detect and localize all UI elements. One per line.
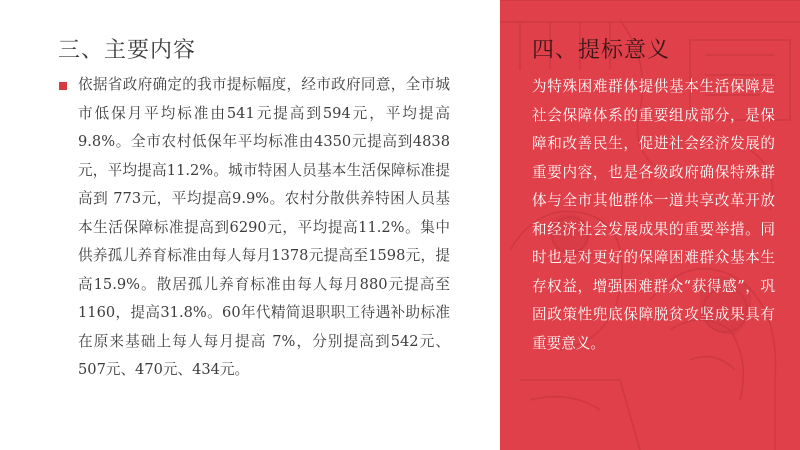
bullet-square-icon <box>59 82 67 90</box>
main-content-paragraph: 依据省政府确定的我市提标幅度，经市政府同意，全市城市低保月平均标准由541元提高到594元，平均提高9.8%。全市农村低保年平均标准由4350元提高到4838元，平均提高11.2%。城市特困人员基本生活保障标准提高到 773元，平均提高9.9%。农村分散供养特困人员基本生活保障标准提高到6290元，平均提高11.2%。集中供养孤儿养育标准由每人每月1378元提高至1598元，提高15.9%。散居孤儿养育标准由每人每月880元提高至1160，提高31.8%。60年代精简退职职工待遇补助标准在原来基础上每人每月提高 7%，分别提高到542元、507元、470元、434元。 <box>78 76 450 378</box>
section-title-significance: 四、提标意义 <box>532 38 671 63</box>
significance-paragraph: 为特殊困难群体提供基本生活保障是社会保障体系的重要组成部分，是保障和改善民生，促进社会经济发展的重要内容，也是各级政府确保特殊群体与全市其他群体一道共享改革开放和经济社会发展成果的重要举措。同时也是对更好的保障困难群众基本生存权益，增强困难群众“获得感”，巩固政策性兜底保障脱贫攻坚成果具有重要意义。 <box>532 78 775 352</box>
section-title-main-content: 三、主要内容 <box>58 38 197 63</box>
right-panel <box>500 0 800 450</box>
